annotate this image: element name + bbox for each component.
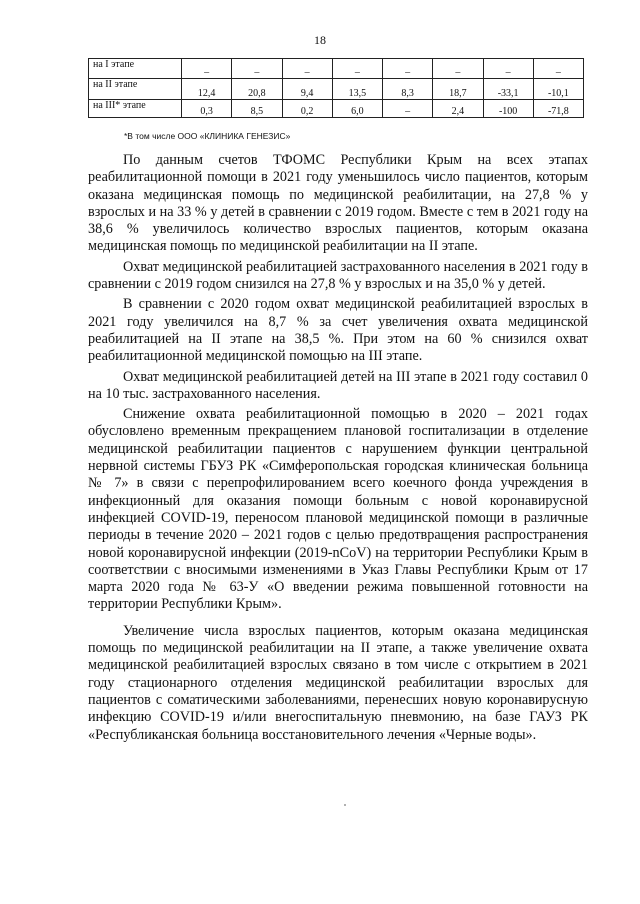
document-body (88, 152, 588, 747)
table-cell: 18,7 (433, 79, 483, 100)
table-cell: – (383, 100, 433, 118)
paragraph: По данным счетов ТФОМС Республики Крым на всех этапах реабилитационной помощи в 2021 году уменьшилось число пациентов, которым оказана медицинская помощь по медицинской реабилитации, на 27,8 % у взрослых и на 33 % у детей в сравнении с 2019 годом. Вместе с тем в 2021 году на 38,6 % увеличилось количество взрослых пациентов, которым оказана медицинская помощь по медицинской реабилитации на II этапе. (88, 152, 588, 255)
table-cell: 2,4 (433, 100, 483, 118)
table-cell: 6,0 (332, 100, 382, 118)
paragraph: Охват медицинской реабилитацией детей на III этапе в 2021 году составил 0 на 10 тыс. застрахованного населения. (88, 368, 588, 402)
table-footnote: *В том числе ООО «КЛИНИКА ГЕНЕЗИС» (124, 131, 291, 141)
table-cell: -33,1 (483, 79, 533, 100)
table-cell: -71,8 (533, 100, 583, 118)
table-cell: 0,3 (182, 100, 232, 118)
paragraph: Снижение охвата реабилитационной помощью в 2020 – 2021 годах обусловлено временным прекращением плановой госпитализации в отделение медицинской реабилитации пациентов с нарушением функции центральной нервной системы ГБУЗ РК «Симферопольская городская клиническая больница № 7» в связи с перепрофилированием всего коечного фонда учреждения в инфекционный для оказания помощи больным с новой коронавирусной инфекцией COVID-19, переносом плановой медицинской помощи в различные периоды в течение 2020 – 2021 годов с целью предотвращения распространения новой коронавирусной инфекции (2019-nCoV) на территории Республики Крым в соответствии с вносимыми изменениями в Указ Главы Республики Крым от 17 марта 2020 года № 63-У «О введении режима повышенной готовности на территории Республики Крым». (88, 406, 588, 613)
page-number: 18 (314, 33, 326, 47)
paragraph: Увеличение числа взрослых пациентов, которым оказана медицинская помощь по медицинской реабилитации на II этапе, а также увеличение охвата медицинской реабилитацией взрослых связано в том числе с открытием в 2021 году стационарного отделения медицинской реабилитации взрослых для пациентов с соматическими заболеваниями, перенесших новую коронавирусную инфекцию COVID-19 и/или внегоспитальную пневмонию, на базе ГАУЗ РК «Республиканская больница восстановительного лечения «Черные воды». (88, 622, 588, 743)
table-cell: 20,8 (232, 79, 282, 100)
table-cell: – (182, 59, 232, 79)
paragraph: Охват медицинской реабилитацией застрахованного населения в 2021 году в сравнении с 2019 годом снизился на 27,8 % у взрослых и на 35,0 % у детей. (88, 258, 588, 293)
table-row (89, 100, 584, 118)
table-cell: – (533, 59, 583, 79)
table-cell: – (383, 59, 433, 79)
row-label: на III* этапе (89, 100, 182, 118)
table-cell: 13,5 (332, 79, 382, 100)
table-row (89, 59, 584, 79)
table-cell: – (433, 59, 483, 79)
table-cell: – (282, 59, 332, 79)
table-cell: 12,4 (182, 79, 232, 100)
table-cell: – (232, 59, 282, 79)
table-cell: 8,5 (232, 100, 282, 118)
row-label: на II этапе (89, 79, 182, 100)
statistics-table (88, 58, 584, 118)
table-row (89, 79, 584, 100)
table-cell: -10,1 (533, 79, 583, 100)
table-cell: 9,4 (282, 79, 332, 100)
table-cell: – (332, 59, 382, 79)
table-cell: 0,2 (282, 100, 332, 118)
paragraph: В сравнении с 2020 годом охват медицинской реабилитацией взрослых в 2021 году увеличился на 8,7 % за счет увеличения охвата медицинской реабилитацией на II этапе на 38,5 %. При этом на 60 % снизился охват реабилитационной медицинской помощью на III этапе. (88, 296, 588, 365)
row-label: на I этапе (89, 59, 182, 79)
table-cell: – (483, 59, 533, 79)
table-cell: -100 (483, 100, 533, 118)
scan-artifact (344, 804, 346, 806)
table-cell: 8,3 (383, 79, 433, 100)
